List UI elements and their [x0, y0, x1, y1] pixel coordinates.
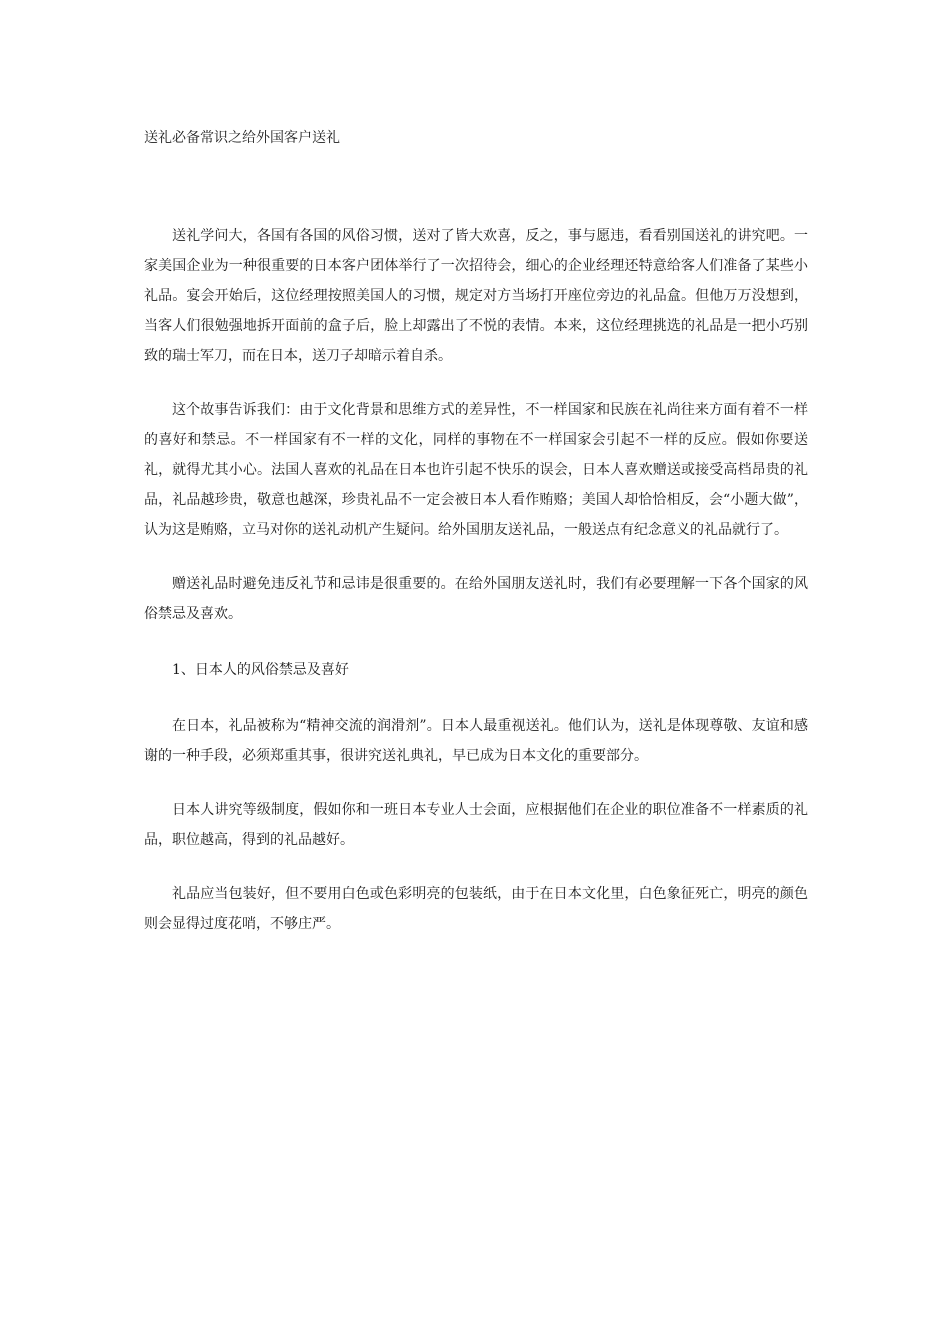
document-body: [144, 221, 808, 939]
document-title: 送礼必备常识之给外国客户送礼: [144, 130, 340, 146]
paragraph-japan-hierarchy: 日本人讲究等级制度，假如你和一班日本专业人士会面，应根据他们在企业的职位准备不一样素质的礼品，职位越高，得到的礼品越好。: [144, 802, 808, 848]
paragraph-japan-gifts: 在日本，礼品被称为“精神交流的润滑剂”。日本人最重视送礼。他们认为，送礼是体现尊敬、友谊和感谢的一种手段，必须郑重其事，很讲究送礼典礼，早已成为日本文化的重要部分。: [144, 718, 808, 764]
paragraph-story-lesson: 这个故事告诉我们：由于文化背景和思维方式的差异性，不一样国家和民族在礼尚往来方面有着不一样的喜好和禁忌。不一样国家有不一样的文化，同样的事物在不一样国家会引起不一样的反应。假如你要送礼，就得尤其小心。法国人喜欢的礼品在日本也许引起不快乐的误会，日本人喜欢赠送或接受高档昂贵的礼品，礼品越珍贵，敬意也越深，珍贵礼品不一定会被日本人看作贿赂；美国人却恰恰相反，会“小题大做”，认为这是贿赂，立马对你的送礼动机产生疑问。给外国朋友送礼品，一般送点有纪念意义的礼品就行了。: [144, 402, 808, 538]
paragraph-japan-wrapping: 礼品应当包装好，但不要用白色或色彩明亮的包装纸，由于在日本文化里，白色象征死亡，明亮的颜色则会显得过度花哨，不够庄严。: [144, 886, 808, 932]
paragraph-intro: 送礼学问大，各国有各国的风俗习惯，送对了皆大欢喜，反之，事与愿违，看看别国送礼的讲究吧。一家美国企业为一种很重要的日本客户团体举行了一次招待会，细心的企业经理还特意给客人们准备了某些小礼品。宴会开始后，这位经理按照美国人的习惯，规定对方当场打开座位旁边的礼品盒。但他万万没想到，当客人们很勉强地拆开面前的盒子后，脸上却露出了不悦的表情。本来，这位经理挑选的礼品是一把小巧别致的瑞士军刀，而在日本，送刀子却暗示着自杀。: [144, 228, 808, 364]
section-heading-japan: 1、日本人的风俗禁忌及喜好: [172, 662, 349, 678]
paragraph-etiquette: 赠送礼品时避免违反礼节和忌讳是很重要的。在给外国朋友送礼时，我们有必要理解一下各个国家的风俗禁忌及喜欢。: [144, 576, 808, 622]
